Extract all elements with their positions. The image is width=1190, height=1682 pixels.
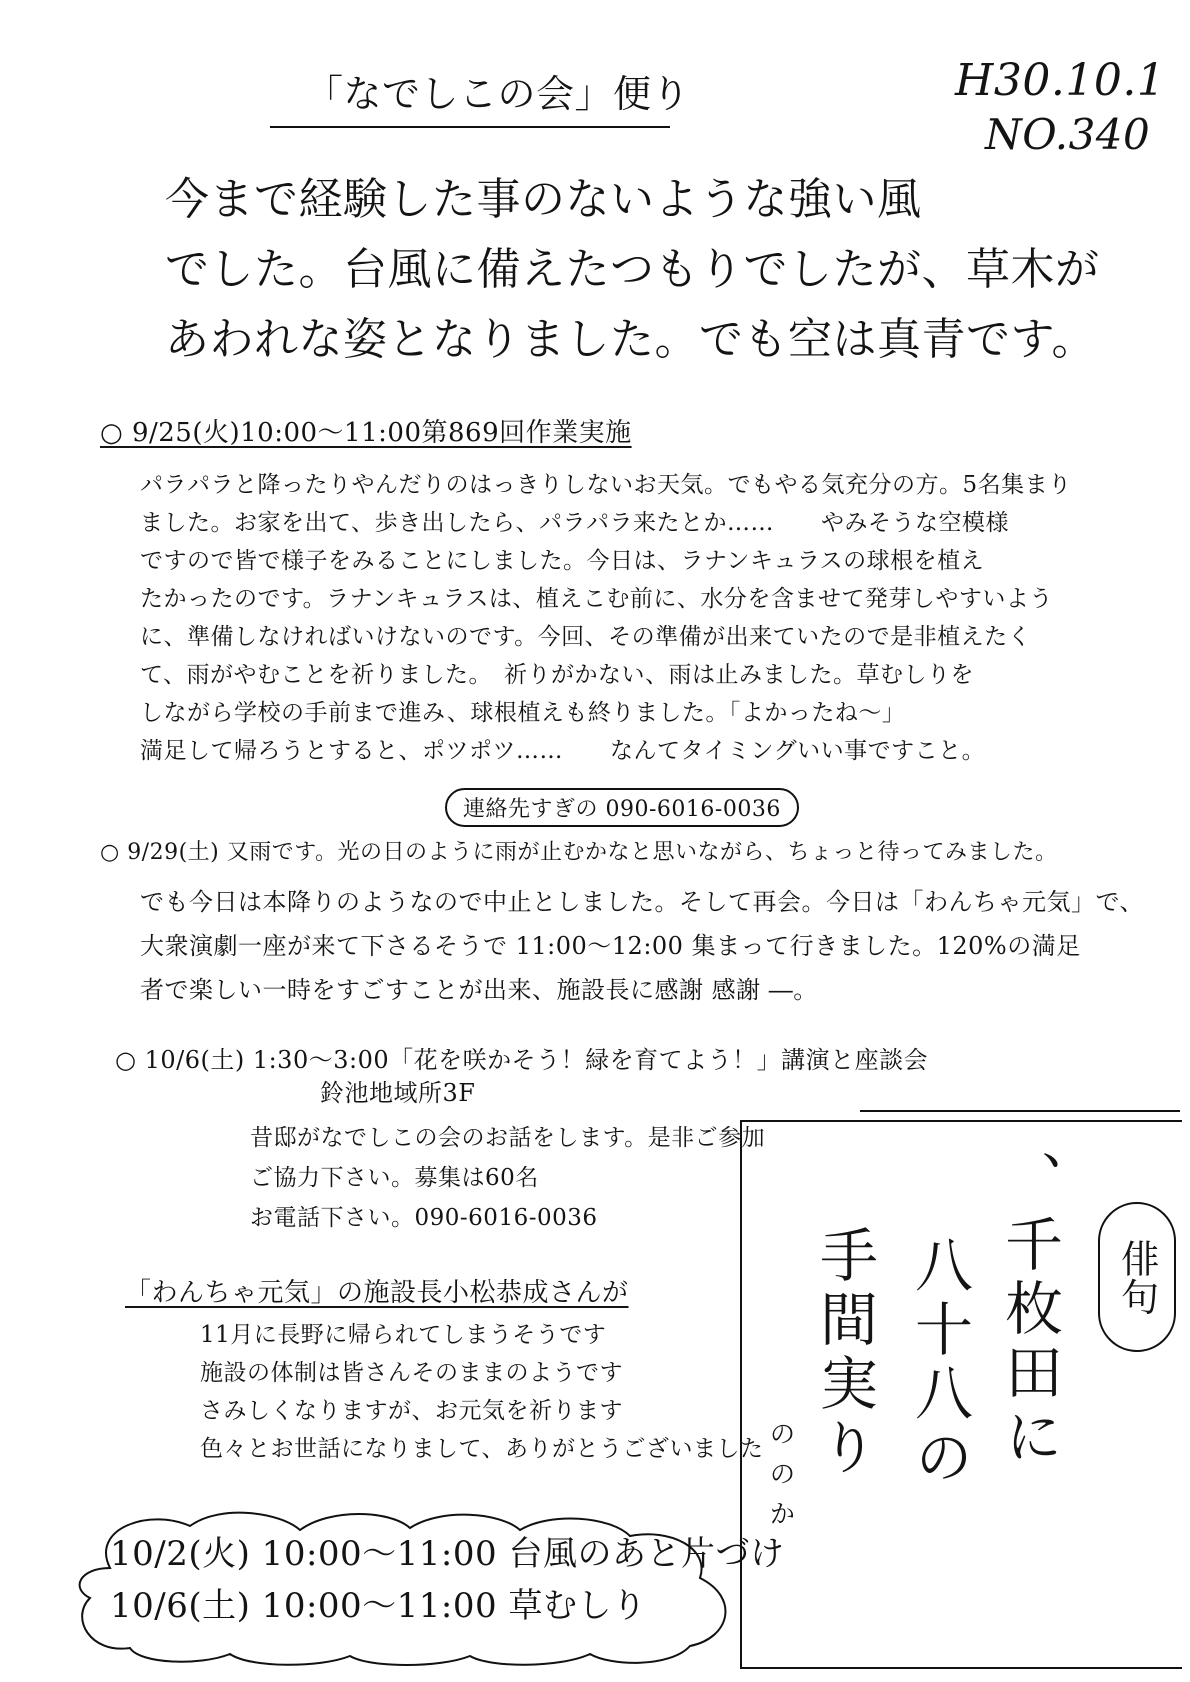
body-line: 昔邸がなでしこの会のお話をします。是非ご参加 <box>250 1125 766 1151</box>
section-body-0929 <box>140 880 1144 1012</box>
issue-date: H30.10.1 <box>955 55 1166 106</box>
section-heading-0925: ○ 9/25(火)10:00〜11:00第869回作業実施 <box>100 418 632 448</box>
intro-line: あわれな姿となりました。でも空は真青です。 <box>165 314 1096 365</box>
body-line: 大衆演劇一座が来て下さるそうで 11:00〜12:00 集まって行きました。120%の満足 <box>140 932 1081 960</box>
title-underline <box>270 126 670 128</box>
haiku-line-3: 手間実り <box>810 1225 878 1481</box>
body-line: に、準備しなければいけないのです。今回、その準備が出来ていたので是非植えたく <box>140 624 1032 650</box>
haiku-label-badge: 俳句 <box>1098 1202 1176 1352</box>
section-heading-0929: ○ 9/29(土) 又雨です。光の日のように雨が止むかなと思いながら、ちょっと待ってみました。 <box>100 840 1058 865</box>
newsletter-title: 「なでしこの会」便り <box>305 72 691 116</box>
haiku-author: ののか <box>765 1420 795 1540</box>
section-body-1006-lecture <box>250 1118 765 1238</box>
haiku-line-1: 、千枚田に <box>995 1150 1063 1470</box>
section-heading-1006-lecture: ○ 10/6(土) 1:30〜3:00「花を咲かそう！緑を育てよう！」講演と座談会 <box>115 1046 929 1074</box>
body-line: ご協力下さい。募集は60名 <box>250 1165 539 1191</box>
body-line: 色々とお世話になりまして、ありがとうございました <box>200 1436 764 1462</box>
body-line: しながら学校の手前まで進み、球根植えも終りました。「よかったね〜」 <box>140 700 906 726</box>
body-line: ました。お家を出て、歩き出したら、パラパラ来たとか…… やみそうな空模様 <box>140 510 1010 536</box>
body-line: 施設の体制は皆さんそのままのようです <box>200 1360 623 1386</box>
schedule-cloud <box>70 1508 785 1668</box>
haiku-line-2: 八十八の <box>905 1235 973 1491</box>
contact-number-badge: 連絡先すぎの 090-6016-0036 <box>445 788 799 827</box>
body-line: お電話下さい。090-6016-0036 <box>250 1205 598 1231</box>
body-line: ですので皆で様子をみることにしました。今日は、ラナンキュラスの球根を植え <box>140 548 985 574</box>
section-body-0925 <box>140 466 1072 770</box>
body-line: 者で楽しい一時をすごすことが出来、施設長に感謝 感謝 ―。 <box>140 976 818 1004</box>
body-line: たかったのです。ラナンキュラスは、植えこむ前に、水分を含ませて発芽しやすいよう <box>140 586 1053 612</box>
lecture-venue: 鈴池地域所3F <box>320 1079 476 1107</box>
schedule-item-1006: 10/6(土) 10:00〜11:00 草むしり <box>110 1586 647 1626</box>
body-line: さみしくなりますが、お元気を祈ります <box>200 1398 623 1424</box>
body-line: 11月に長野に帰られてしまうそうです <box>200 1322 607 1348</box>
intro-line: でした。台風に備えたつもりでしたが、草木が <box>165 244 1100 295</box>
section-heading-director: 「わんちゃ元気」の施設長小松恭成さんが <box>125 1278 629 1308</box>
body-line: 満足して帰ろうとすると、ポツポツ…… なんてタイミングいい事ですこと。 <box>140 738 986 764</box>
body-line: て、雨がやむことを祈りました。 祈りがかない、雨は止みました。草むしりを <box>140 662 975 688</box>
intro-paragraph <box>165 165 1100 375</box>
haiku-box-top-edge <box>860 1110 1180 1112</box>
intro-line: 今まで経験した事のないような強い風 <box>165 174 922 225</box>
issue-number: NO.340 <box>985 110 1151 159</box>
body-line: パラパラと降ったりやんだりのはっきりしないお天気。でもやる気充分の方。5名集まり <box>140 472 1072 498</box>
section-body-director <box>200 1316 764 1468</box>
schedule-item-1002: 10/2(火) 10:00〜11:00 台風のあと片づけ <box>110 1534 785 1574</box>
body-line: でも今日は本降りのようなので中止としました。そして再会。今日は「わんちゃ元気」で、 <box>140 888 1145 916</box>
